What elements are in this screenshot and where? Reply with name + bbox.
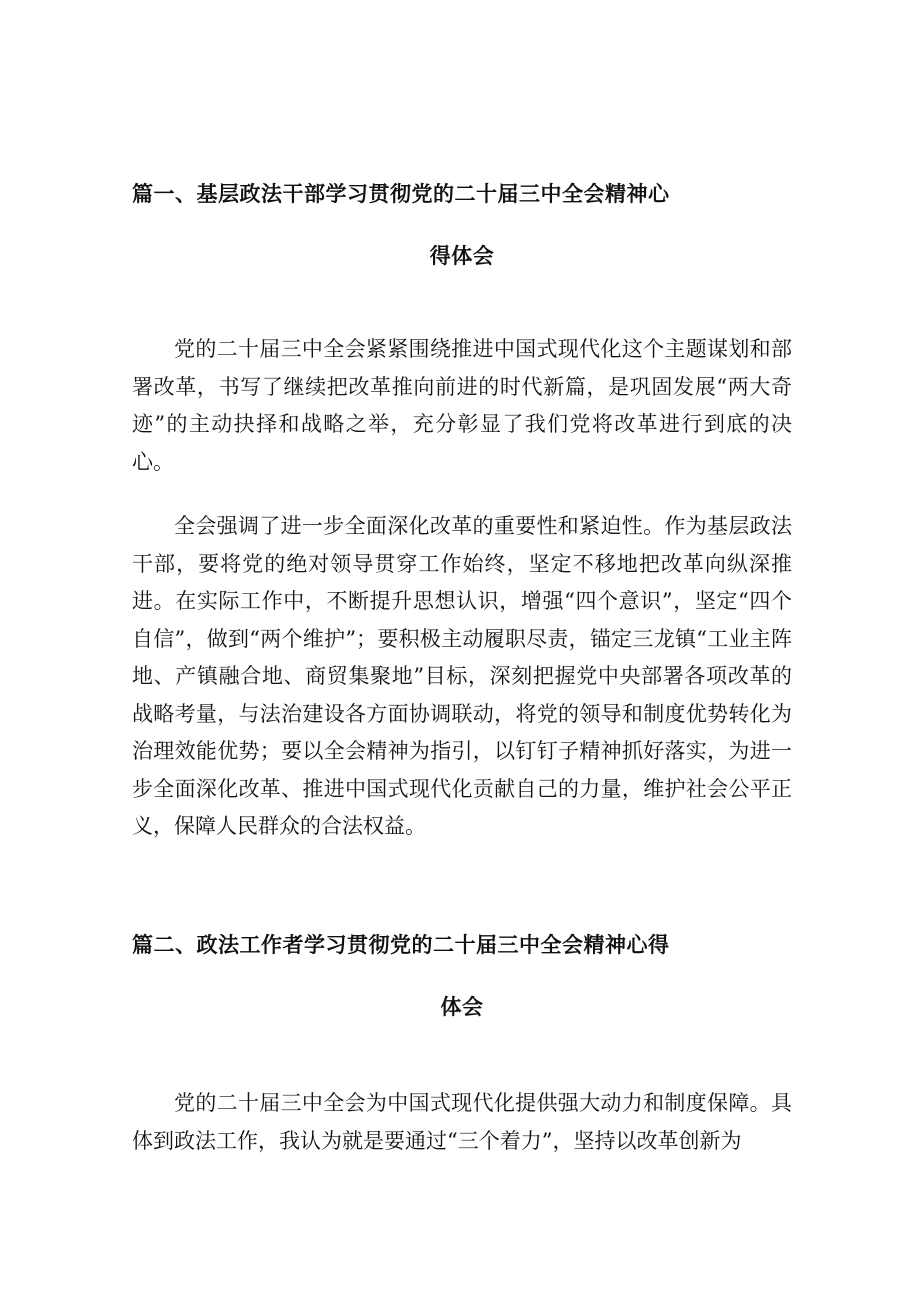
section-1-heading-line-2: 得体会 (429, 244, 495, 268)
section-1-paragraph-1: 党的二十届三中全会紧紧围绕推进中国式现代化这个主题谋划和部署改革，书写了继续把改革推向前进的时代新篇，是巩固发展“两大奇迹”的主动抉择和战略之举，充分彰显了我们党将改革进行到底的决心。 (132, 337, 792, 474)
section-2-heading-line-2: 体会 (440, 995, 484, 1019)
section-2-heading (132, 914, 792, 1038)
section-2-heading-line-1: 篇二、政法工作者学习贯彻党的二十届三中全会精神心得 (132, 933, 670, 957)
section-2-paragraph-1: 党的二十届三中全会为中国式现代化提供强大动力和制度保障。具体到政法工作，我认为就是要通过“三个着力”，坚持以改革创新为 (132, 1091, 792, 1153)
section-1-heading-line-1: 篇一、基层政法干部学习贯彻党的二十届三中全会精神心 (132, 182, 670, 206)
section-1-heading (132, 163, 792, 287)
section-1-paragraph-2: 全会强调了进一步全面深化改革的重要性和紧迫性。作为基层政法干部，要将党的绝对领导贯穿工作始终，坚定不移地把改革向纵深推进。在实际工作中，不断提升思想认识，增强“四个意识”，坚定“四个自信”，做到“两个维护”；要积极主动履职尽责，锚定三龙镇“工业主阵地、产镇融合地、商贸集聚地”目标，深刻把握党中央部署各项改革的战略考量，与法治建设各方面协调联动，将党的领导和制度优势转化为治理效能优势；要以全会精神为指引，以钉钉子精神抓好落实，为进一步全面深化改革、推进中国式现代化贡献自己的力量，维护社会公平正义，保障人民群众的合法权益。 (132, 514, 792, 838)
